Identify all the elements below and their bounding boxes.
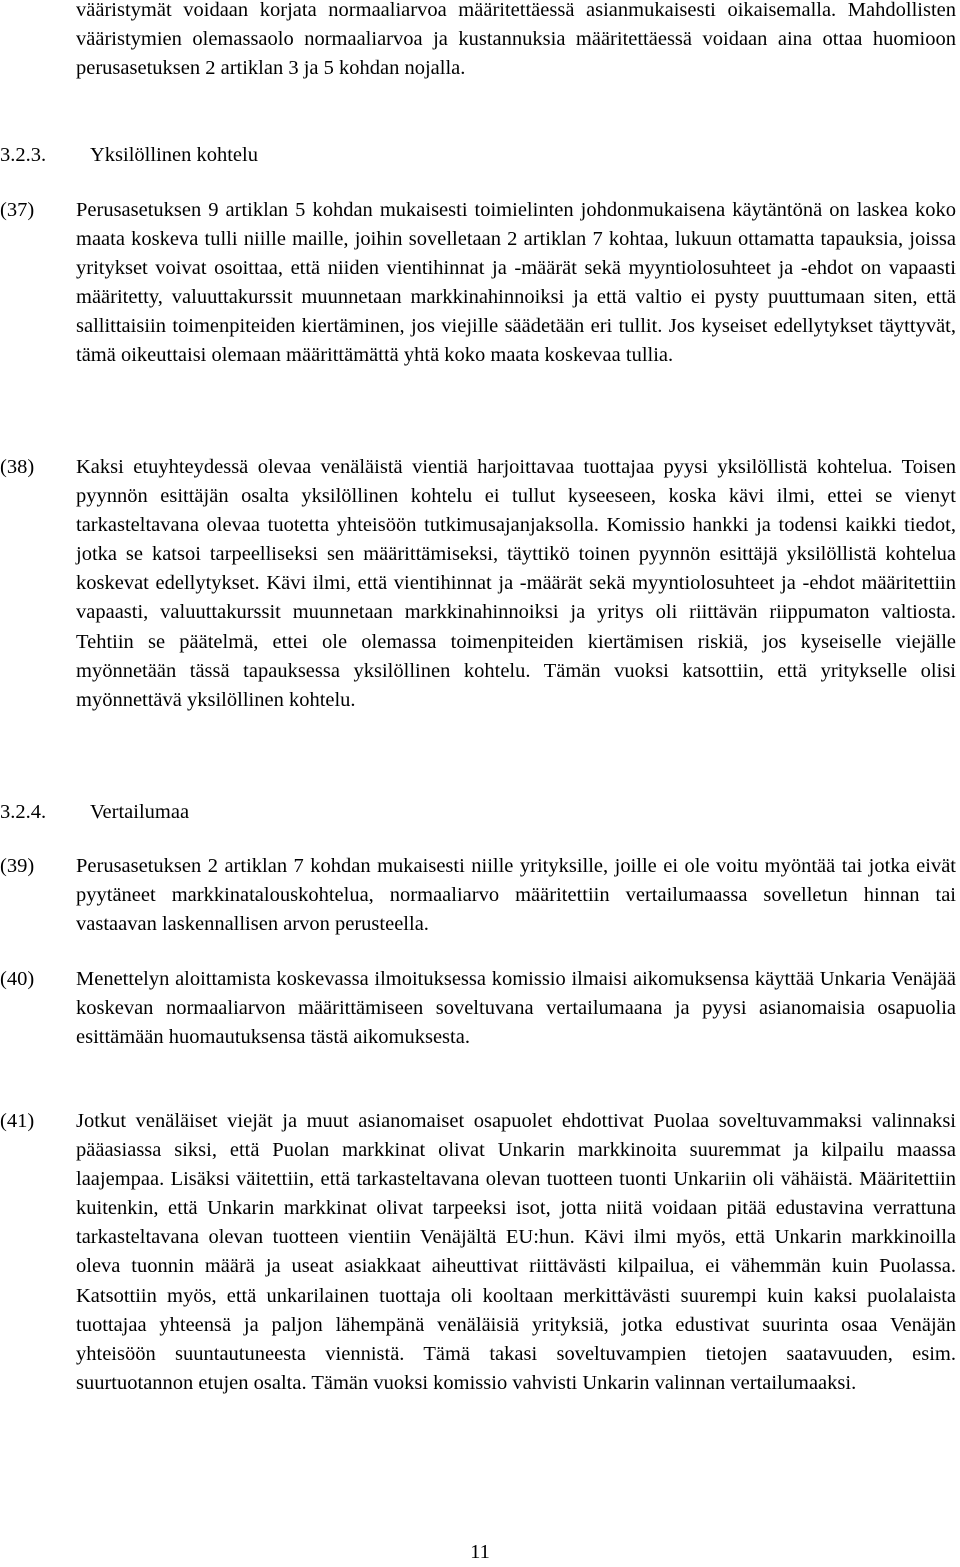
section-heading-3-2-4 xyxy=(0,798,960,827)
section-heading-3-2-3 xyxy=(0,141,960,170)
section-number: 3.2.3. xyxy=(0,144,47,166)
paragraph-text: Menettelyn aloittamista koskevassa ilmoituksessa komissio ilmaisi aikomuksensa käyttää Unkaria Venäjää koskevan normaaliarvon määrittämiseen soveltuvana vertailumaana ja pyysi asianomaisia osapuolia esittämään huomautuksensa tästä aikomuksesta. xyxy=(76,968,956,1049)
intro-paragraph: vääristymät voidaan korjata normaaliarvoa määritettäessä asianmukaisesti oikaisemalla. Mahdollisten vääristymien olemassaolo normaaliarvoa ja kustannuksia määritettäessä voidaan aina ottaa huomioon perusasetuksen 2 artiklan 3 ja 5 kohdan nojalla. xyxy=(76,0,956,80)
paragraph-text: Jotkut venäläiset viejät ja muut asianomaiset osapuolet ehdottivat Puolaa soveltuvammaksi valinnaksi pääasiassa siksi, että Puolan markkinat olivat Unkarin markkinoita suuremmat ja kilpailu maassa laajempaa. Lisäksi väitettiin, että tarkasteltavana olevan tuotteen tuonti Unkariin oli vähäistä. Määritettiin kuitenkin, että Unkarin markkinat olivat tarpeeksi isot, jotta niitä voidaan pitää edustavina verrattuna tarkasteltavana olevan tuotteen vientiin Venäjältä EU:hun. Kävi ilmi myös, että Unkarin markkinoilla oleva tuonnin määrä ja useat asiakkaat aiheuttivat riittävästi kilpailua, ei vähemmän kuin Puolassa. Katsottiin myös, että unkarilainen tuottaja oli kooltaan merkittävästi suurempi kuin kaksi puolalaista tuottajaa yhteensä ja paljon lähempänä venäläisiä yrityksiä, jotka edustivat suurinta osaa Venäjän yhteisöön suuntautuneesta viennistä. Tämä takasi soveltuvampien tietojen saatavuuden, esim. suurtuotannon etujen osalta. Tämän vuoksi komissio vahvisti Unkarin valinnan vertailumaaksi. xyxy=(76,1110,956,1394)
section-title: Yksilöllinen kohtelu xyxy=(90,144,258,166)
paragraph-number: (37) xyxy=(0,199,35,221)
paragraph-number: (38) xyxy=(0,456,35,478)
section-title: Vertailumaa xyxy=(90,801,190,823)
paragraph-text: Perusasetuksen 2 artiklan 7 kohdan mukaisesti niille yrityksille, joille ei ole voitu myöntää tai jotka eivät pyytäneet markkinatalouskohtelua, normaaliarvo määritettiin vertailumaassa sovelletun hinnan tai vastaavan laskennallisen arvon perusteella. xyxy=(76,855,956,936)
page-number: 11 xyxy=(470,1541,490,1563)
paragraph-number: (40) xyxy=(0,968,35,990)
paragraph-number: (39) xyxy=(0,855,35,877)
paragraph-number: (41) xyxy=(0,1110,35,1132)
paragraph-text: Perusasetuksen 9 artiklan 5 kohdan mukaisesti toimielinten johdonmukaisena käytäntönä on laskea koko maata koskeva tulli niille maille, joihin sovelletaan 2 artiklan 7 kohtaa, lukuun ottamatta tapauksia, joissa yritykset voivat osoittaa, että niiden vientihinnat ja -määrät sekä myyntiolosuhteet ja -ehdot on vapaasti määritetty, valuuttakurssit muunnetaan markkinahinnoiksi ja että valtio ei pysty puuttumaan siten, että sallittaisiin toimenpiteiden kiertäminen, jos viejille säädetään eri tullit. Jos kyseiset edellytykset täyttyvät, tämä oikeuttaisi olemaan määrittämättä yhtä koko maata koskevaa tullia. xyxy=(76,199,956,367)
paragraph-text: Kaksi etuyhteydessä olevaa venäläistä vientiä harjoittavaa tuottajaa pyysi yksilöllistä kohtelua. Toisen pyynnön esittäjän osalta yksilöllinen kohtelu ei tullut kyseeseen, koska kävi ilmi, ettei se vienyt tarkasteltavana olevaa tuotetta yhteisöön tutkimusajanjaksolla. Komissio hankki ja todensi kaikki tiedot, jotka se katsoi tarpeelliseksi sen määrittämiseksi, täyttikö toinen pyynnön esittäjä yksilöllistä kohtelua koskevat edellytykset. Kävi ilmi, että vientihinnat ja -määrät sekä myyntiolosuhteet ja -ehdot määritettiin vapaasti, valuuttakurssit muunnetaan markkinahinnoiksi ja yritys oli riittävän riippumaton valtiosta. Tehtiin se päätelmä, ettei ole olemassa toimenpiteiden kiertämisen riskiä, jos kyseiselle viejälle myönnetään tässä tapauksessa yksilöllinen kohtelu. Tämän vuoksi katsottiin, että yritykselle olisi myönnettävä yksilöllinen kohtelu. xyxy=(76,456,956,711)
section-number: 3.2.4. xyxy=(0,801,47,823)
